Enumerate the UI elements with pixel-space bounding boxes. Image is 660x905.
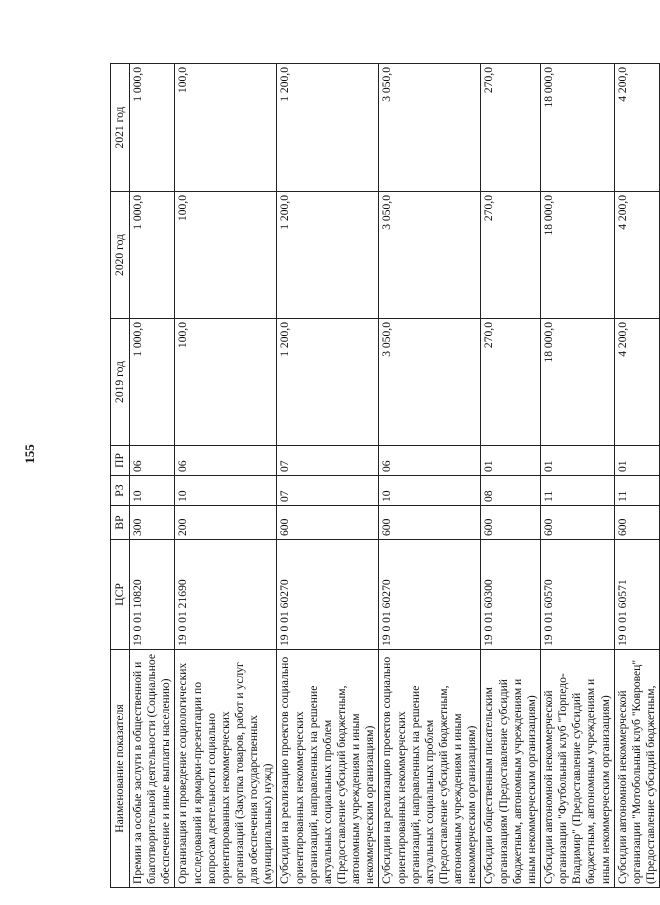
cell-2020: 4 200,0: [614, 192, 659, 319]
cell-csr: 19 0 01 60270: [277, 540, 379, 650]
cell-2019: 1 000,0: [130, 319, 175, 446]
cell-2021: 100,0: [175, 64, 277, 192]
table-row: [614, 64, 659, 888]
cell-rz: 11: [540, 476, 614, 506]
header-name: Наименование показателя: [111, 650, 130, 888]
cell-vr: 600: [277, 506, 379, 540]
cell-name: Субсидии на реализацию проектов социально ориентированных некоммерческих организаций, направленных на решение актуальных социальных проблем (Предоставление субсидий бюджетным, автономным учреждениям и иным некоммерческим организациям): [277, 650, 379, 888]
table-row: [481, 64, 541, 888]
cell-2021: 3 050,0: [379, 64, 481, 192]
cell-vr: 200: [175, 506, 277, 540]
cell-pr: 07: [277, 446, 379, 476]
cell-rz: 08: [481, 476, 541, 506]
cell-pr: 06: [379, 446, 481, 476]
cell-rz: 10: [379, 476, 481, 506]
cell-csr: 19 0 01 60570: [540, 540, 614, 650]
cell-2020: 1 000,0: [130, 192, 175, 319]
table-row: [175, 64, 277, 888]
cell-2020: 270,0: [481, 192, 541, 319]
cell-vr: 600: [614, 506, 659, 540]
header-vr: ВР: [111, 506, 130, 540]
cell-name: Субсидии автономной некоммерческой организации "Футбольный клуб "Торпедо-Владимир" (Предоставление субсидий бюджетным, автономным учреждениям и иным некоммерческим организациям): [540, 650, 614, 888]
cell-vr: 600: [481, 506, 541, 540]
cell-vr: 600: [379, 506, 481, 540]
cell-pr: 06: [130, 446, 175, 476]
header-2020: 2020 год: [111, 192, 130, 319]
cell-pr: 01: [540, 446, 614, 476]
cell-2019: 270,0: [481, 319, 541, 446]
cell-rz: 10: [175, 476, 277, 506]
cell-name: Премии за особые заслуги в общественной и благотворительной деятельности (Социальное обеспечение и иные выплаты населению): [130, 650, 175, 888]
cell-2020: 18 000,0: [540, 192, 614, 319]
cell-csr: 19 0 01 10820: [130, 540, 175, 650]
table-row: [379, 64, 481, 888]
header-csr: ЦСР: [111, 540, 130, 650]
cell-pr: 01: [481, 446, 541, 476]
cell-2020: 100,0: [175, 192, 277, 319]
table-row: [540, 64, 614, 888]
cell-2019: 100,0: [175, 319, 277, 446]
cell-2021: 1 000,0: [130, 64, 175, 192]
header-pr: ПР: [111, 446, 130, 476]
budget-table: [110, 63, 660, 888]
page-number: 155: [22, 444, 37, 464]
cell-2019: 4 200,0: [614, 319, 659, 446]
table-header-row: [111, 64, 130, 888]
cell-2021: 270,0: [481, 64, 541, 192]
cell-2019: 18 000,0: [540, 319, 614, 446]
header-rz: РЗ: [111, 476, 130, 506]
header-2021: 2021 год: [111, 64, 130, 192]
cell-2021: 4 200,0: [614, 64, 659, 192]
cell-csr: 19 0 01 60300: [481, 540, 541, 650]
cell-csr: 19 0 01 60571: [614, 540, 659, 650]
cell-name: Субсидии общественным писательским организациям (Предоставление субсидий бюджетным, автономным учреждениям и иным некоммерческим организациям): [481, 650, 541, 888]
header-2019: 2019 год: [111, 319, 130, 446]
cell-csr: 19 0 01 21690: [175, 540, 277, 650]
cell-rz: 10: [130, 476, 175, 506]
cell-vr: 600: [540, 506, 614, 540]
cell-csr: 19 0 01 60270: [379, 540, 481, 650]
cell-rz: 07: [277, 476, 379, 506]
cell-2021: 18 000,0: [540, 64, 614, 192]
cell-2021: 1 200,0: [277, 64, 379, 192]
cell-name: Организация и проведение социологических исследований и ярмарки-презентации по вопросам деятельности социально ориентированных некоммерческих организаций (Закупка товаров, работ и услуг для обеспечения государственных (муниципальных) нужд): [175, 650, 277, 888]
rotated-table-frame: [110, 64, 657, 888]
cell-2019: 3 050,0: [379, 319, 481, 446]
cell-name: Субсидии на реализацию проектов социально ориентированных некоммерческих организаций, направленных на решение актуальных социальных проблем (Предоставление субсидий бюджетным, автономным учреждениям и иным некоммерческим организациям): [379, 650, 481, 888]
cell-rz: 11: [614, 476, 659, 506]
cell-2019: 1 200,0: [277, 319, 379, 446]
cell-name: Субсидии автономной некоммерческой организации "Мотобольный клуб "Ковровец" (Предоставление субсидий бюджетным,: [614, 650, 659, 888]
cell-vr: 300: [130, 506, 175, 540]
cell-pr: 06: [175, 446, 277, 476]
table-row: [130, 64, 175, 888]
cell-2020: 3 050,0: [379, 192, 481, 319]
table-row: [277, 64, 379, 888]
cell-pr: 01: [614, 446, 659, 476]
cell-2020: 1 200,0: [277, 192, 379, 319]
